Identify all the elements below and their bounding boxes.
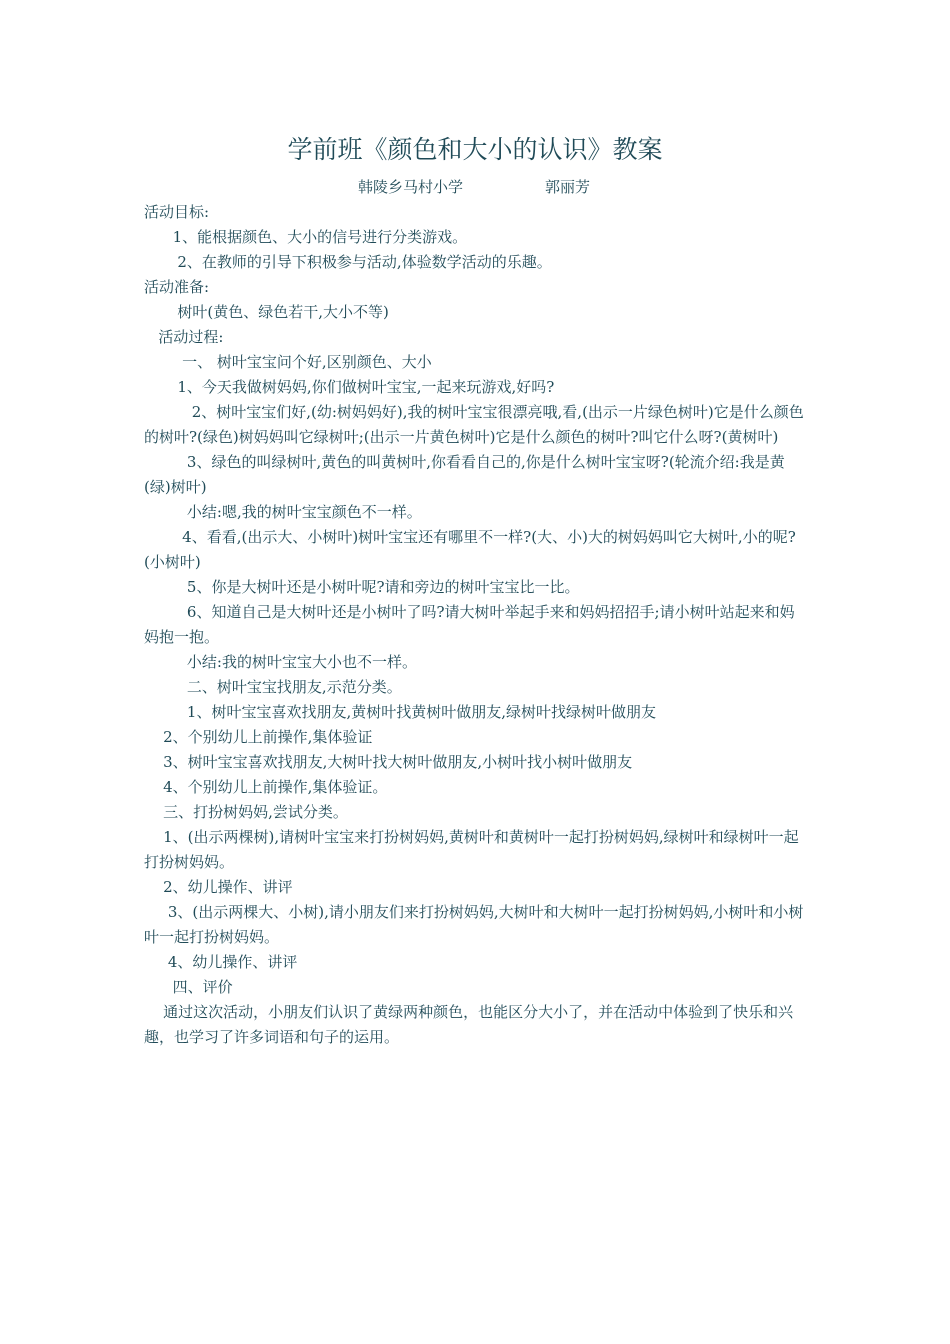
paragraph: 4、个别幼儿上前操作,集体验证。 <box>144 778 388 796</box>
paragraph: 1、树叶宝宝喜欢找朋友,黄树叶找黄树叶做朋友,绿树叶找绿树叶做朋友 <box>144 703 657 721</box>
paragraph: 3、绿色的叫绿树叶,黄色的叫黄树叶,你看看自己的,你是什么树叶宝宝呀?(轮流介绍:我是黄(绿)树叶) <box>144 453 785 496</box>
paragraph: 树叶(黄色、绿色若干,大小不等) <box>144 303 389 321</box>
paragraph: 5、你是大树叶还是小树叶呢?请和旁边的树叶宝宝比一比。 <box>144 578 580 596</box>
paragraph: 3、(出示两棵大、小树),请小朋友们来打扮树妈妈,大树叶和大树叶一起打扮树妈妈,小树叶和小树叶一起打扮树妈妈。 <box>144 903 804 946</box>
paragraph: 4、看看,(出示大、小树叶)树叶宝宝还有哪里不一样?(大、小)大的树妈妈叫它大树叶,小的呢?(小树叶) <box>144 528 796 571</box>
author-name: 郭丽芳 <box>545 178 591 196</box>
paragraph: 3、树叶宝宝喜欢找朋友,大树叶找大树叶做朋友,小树叶找小树叶做朋友 <box>144 753 633 771</box>
paragraph: 2、幼儿操作、讲评 <box>144 878 293 896</box>
paragraph: 6、知道自己是大树叶还是小树叶了吗?请大树叶举起手来和妈妈招招手;请小树叶站起来和妈妈抱一抱。 <box>144 603 795 646</box>
paragraph: 三、打扮树妈妈,尝试分类。 <box>144 803 348 821</box>
paragraph: 小结:我的树叶宝宝大小也不一样。 <box>144 653 417 671</box>
paragraph: 通过这次活动，小朋友们认识了黄绿两种颜色，也能区分大小了，并在活动中体验到了快乐和兴趣，也学习了许多词语和句子的运用。 <box>144 1003 794 1046</box>
byline <box>0 176 950 200</box>
paragraph: 1、能根据颜色、大小的信号进行分类游戏。 <box>144 228 468 246</box>
document-body <box>144 200 809 1050</box>
paragraph: 2、树叶宝宝们好,(幼:树妈妈好),我的树叶宝宝很漂亮哦,看,(出示一片绿色树叶)它是什么颜色的树叶?(绿色)树妈妈叫它绿树叶;(出示一片黄色树叶)它是什么颜色的树叶?叫它什么呀?(黄树叶) <box>144 403 804 446</box>
paragraph: 二、树叶宝宝找朋友,示范分类。 <box>144 678 402 696</box>
paragraph: 4、幼儿操作、讲评 <box>144 953 298 971</box>
paragraph: 2、在教师的引导下积极参与活动,体验数学活动的乐趣。 <box>144 253 552 271</box>
paragraph: 活动准备: <box>144 278 210 296</box>
paragraph: 1、(出示两棵树),请树叶宝宝来打扮树妈妈,黄树叶和黄树叶一起打扮树妈妈,绿树叶和绿树叶一起打扮树妈妈。 <box>144 828 799 871</box>
document-title: 学前班《颜色和大小的认识》教案 <box>287 135 663 164</box>
paragraph: 活动过程: <box>144 328 224 346</box>
paragraph: 2、个别幼儿上前操作,集体验证 <box>144 728 373 746</box>
paragraph: 一、 树叶宝宝问个好,区别颜色、大小 <box>144 353 432 371</box>
paragraph: 活动目标: <box>144 203 210 221</box>
paragraph: 1、今天我做树妈妈,你们做树叶宝宝,一起来玩游戏,好吗? <box>144 378 555 396</box>
paragraph: 四、评价 <box>144 978 233 996</box>
school-name: 韩陵乡马村小学 <box>358 178 464 196</box>
paragraph: 小结:嗯,我的树叶宝宝颜色不一样。 <box>144 503 422 521</box>
